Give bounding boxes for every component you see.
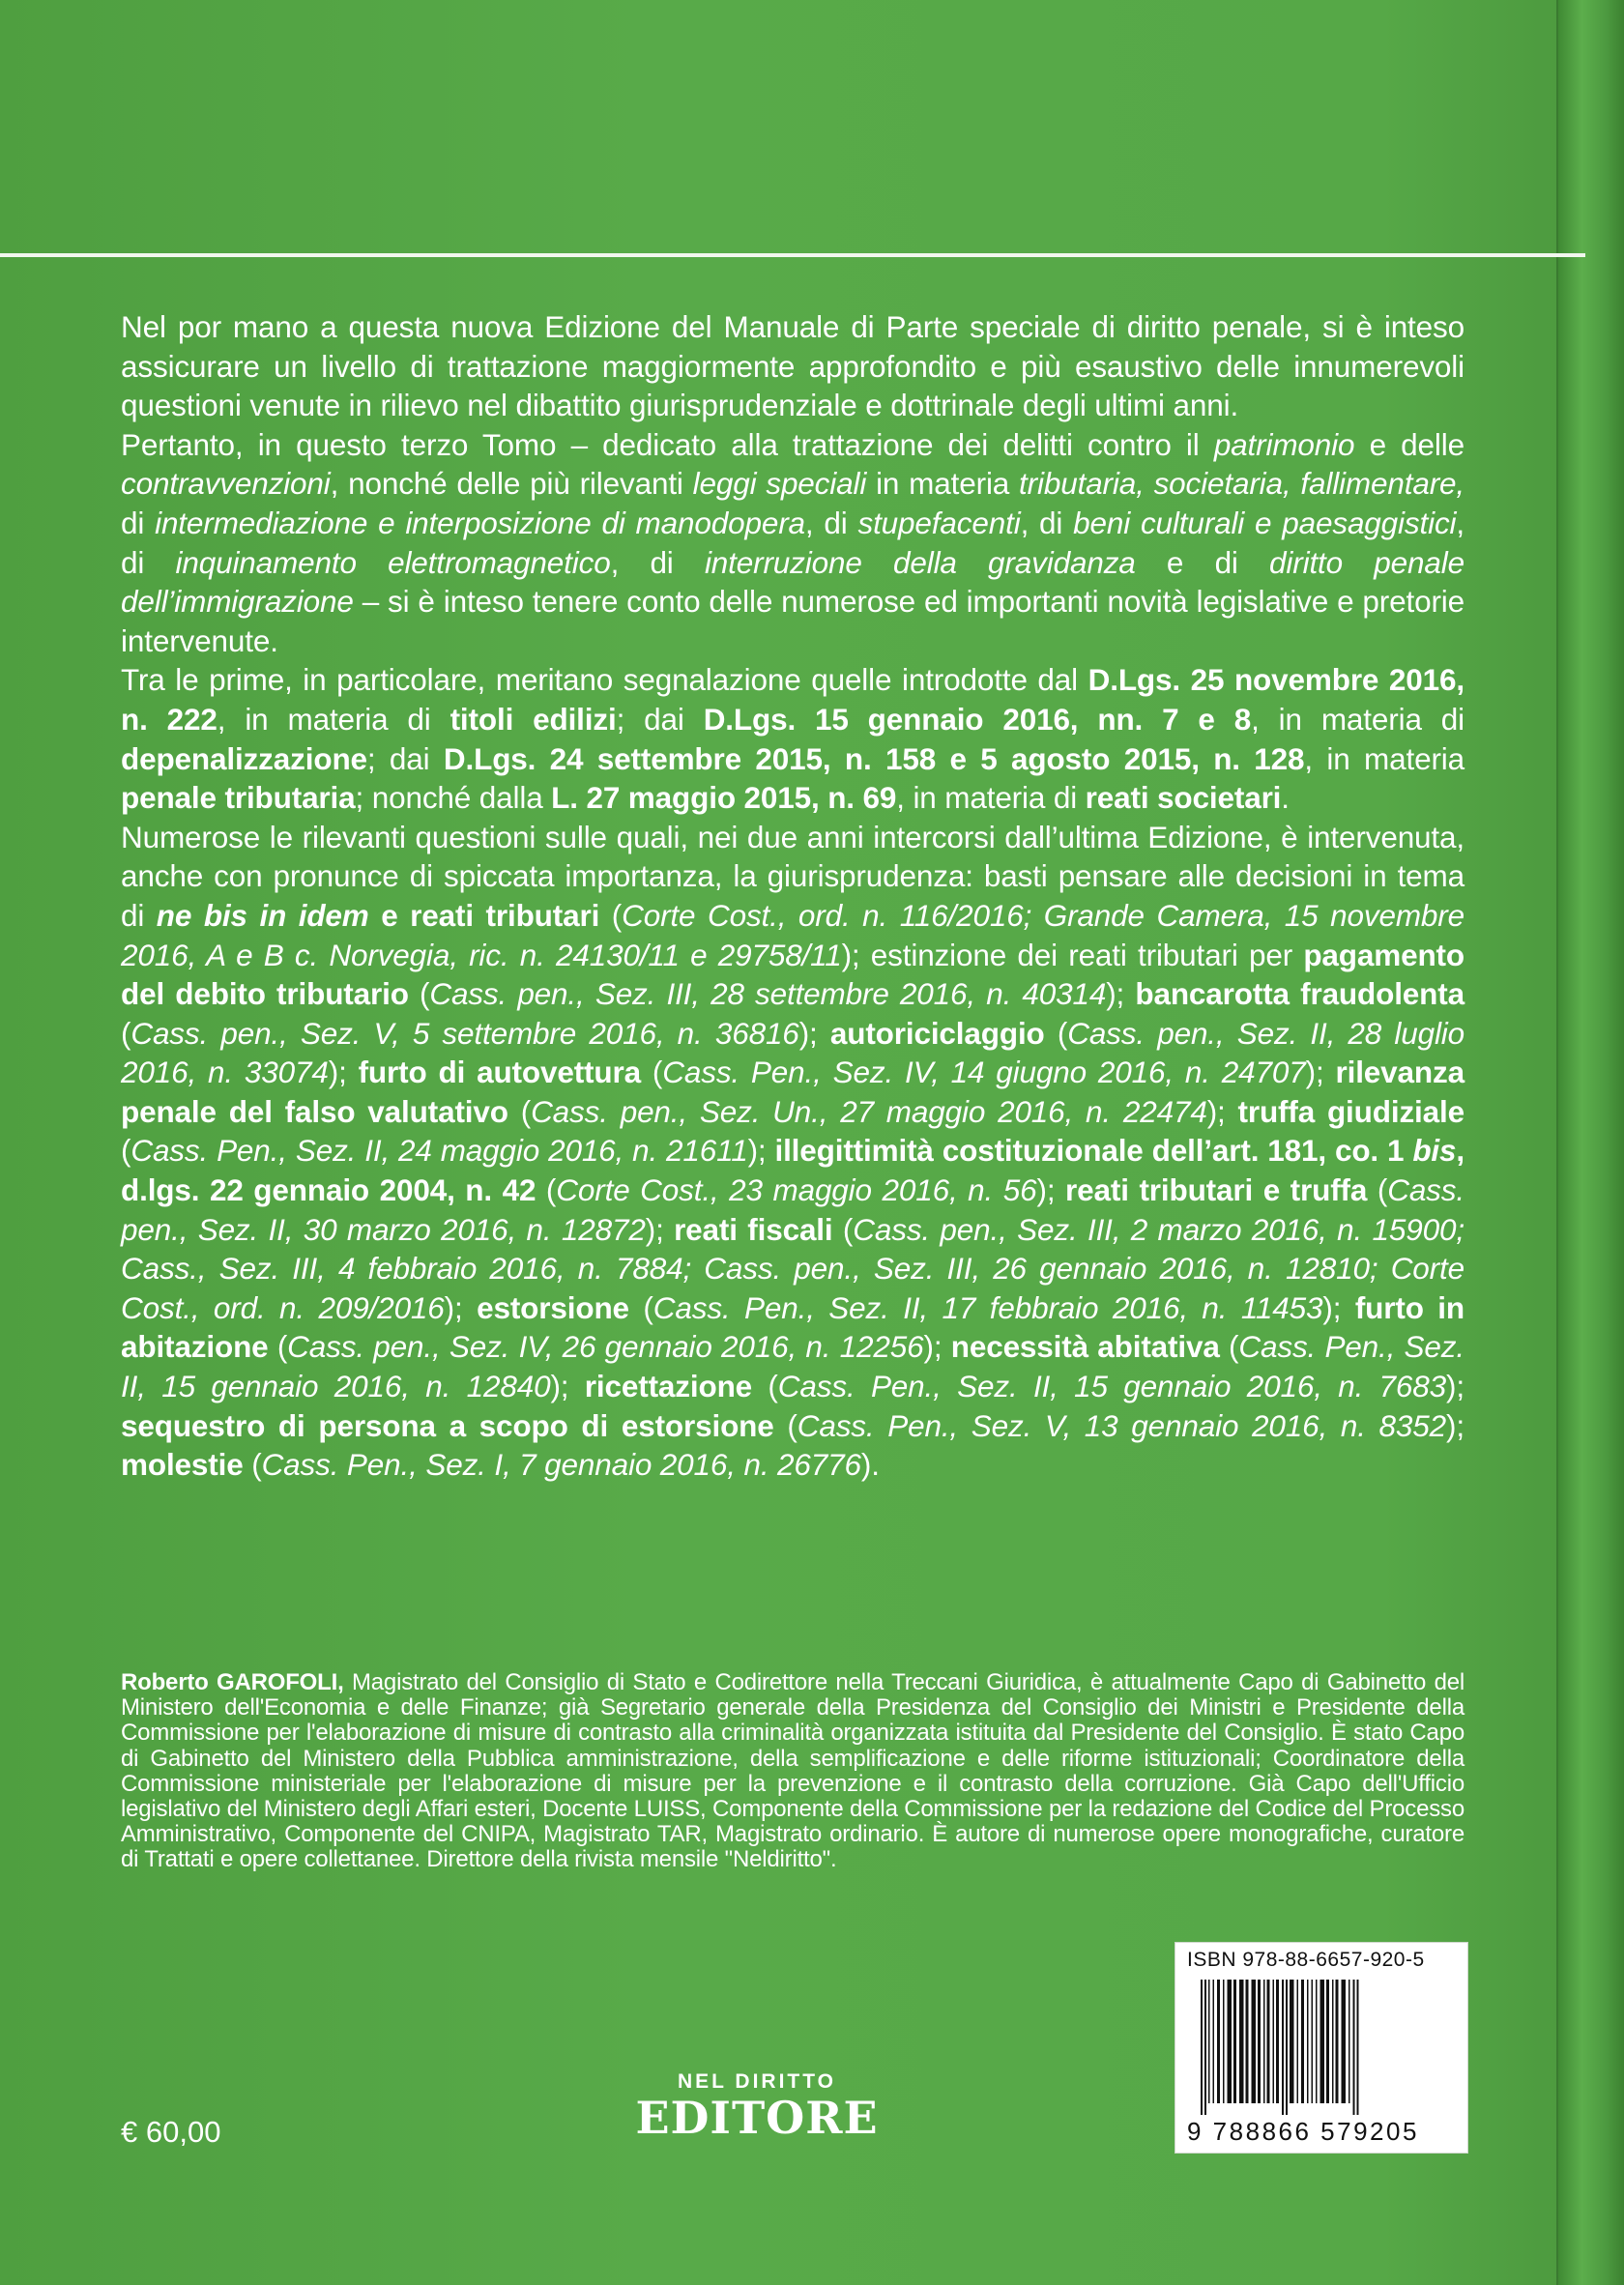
text-run: , di: [610, 544, 705, 580]
barcode-digits: 9 788866 579205: [1187, 2117, 1419, 2146]
text-run: , di: [1020, 505, 1074, 540]
text-run: bis: [1412, 1133, 1457, 1169]
text-run: (: [640, 1055, 663, 1090]
text-run: estorsione: [477, 1289, 629, 1325]
barcode-bar: [1228, 1980, 1232, 2103]
text-run: );: [328, 1055, 359, 1090]
text-run: depenalizzazione: [121, 740, 367, 776]
barcode-bar: [1297, 1980, 1299, 2103]
text-run: pagamento del debito tributario: [121, 937, 1464, 1012]
barcode-bars: [1195, 1980, 1454, 2115]
barcode-bar: [1353, 1980, 1355, 2115]
text-run: – si è inteso tenere conto delle numerose ed importanti novità legislative e pretorie intervenute.: [121, 584, 1464, 658]
text-run: furto in abitazione: [121, 1289, 1464, 1365]
text-run: D.Lgs. 24 settembre 2015, n. 158 e 5 agosto 2015, n. 128: [443, 740, 1305, 776]
barcode-bar: [1316, 1980, 1318, 2103]
text-run: );: [1106, 976, 1136, 1012]
text-run: rilevanza penale del falso valutativo: [121, 1055, 1464, 1129]
text-run: furto di autovettura: [358, 1055, 641, 1090]
text-run: Tra le prime, in particolare, meritano segnalazione quelle introdotte dal: [121, 662, 1088, 698]
isbn-label: ISBN 978-88-6657-920-5: [1187, 1949, 1425, 1971]
text-run: ; dai: [616, 701, 704, 737]
text-run: ; nonché dalla: [355, 780, 552, 816]
text-run: );: [1206, 1093, 1238, 1129]
text-run: L. 27 maggio 2015, n. 69: [551, 780, 897, 816]
book-spine-edge: [1556, 0, 1624, 2285]
text-run: (: [121, 1015, 131, 1051]
text-run: sequestro di persona a scopo di estorsione: [121, 1407, 774, 1443]
text-run: penale tributaria: [121, 780, 356, 816]
text-run: , in materia di: [1251, 701, 1464, 737]
text-run: reati societari: [1085, 780, 1282, 816]
text-run: (: [599, 897, 623, 933]
top-divider-line: [0, 253, 1585, 257]
text-run: bancarotta fraudolenta: [1135, 976, 1464, 1012]
text-run: );: [645, 1211, 675, 1247]
publisher-logo: [626, 2070, 887, 2157]
text-run: , d.lgs. 22 gennaio 2004, n. 42: [121, 1133, 1464, 1208]
barcode-bar: [1332, 1980, 1334, 2103]
text-run: truffa giudiziale: [1237, 1093, 1464, 1129]
text-run: Cass. Pen., Sez. V, 13 gennaio 2016, n. 8352: [797, 1407, 1447, 1443]
barcode-bar: [1263, 1980, 1265, 2103]
barcode-bar: [1201, 1980, 1203, 2115]
text-run: leggi speciali: [692, 466, 867, 502]
text-run: );: [798, 1015, 830, 1051]
text-run: , di: [804, 505, 858, 540]
barcode-bar: [1276, 1980, 1279, 2103]
text-run: necessità abitativa: [950, 1329, 1220, 1365]
text-run: diritto penale dell’immigrazione: [121, 544, 1464, 620]
text-run: (: [536, 1172, 557, 1208]
text-run: ricettazione: [584, 1369, 753, 1404]
text-run: .: [1281, 780, 1290, 816]
text-run: Numerose le rilevanti questioni sulle quali, nei due anni intercorsi dall’ultima Edizione, è intervenuta, anche con pronunce di spiccata importanza, la giurisprudenza: basti pensare alle decisioni in tema di: [121, 819, 1464, 933]
text-run: (: [1044, 1015, 1068, 1051]
text-run: e delle: [1354, 426, 1464, 462]
barcode-bar: [1348, 1980, 1350, 2103]
text-run: beni culturali e paesaggistici: [1073, 505, 1457, 540]
text-run: Cass. pen., Sez. III, 28 settembre 2016, n. 40314: [429, 976, 1107, 1012]
barcode-bar: [1223, 1980, 1225, 2103]
barcode-bar: [1357, 1980, 1359, 2115]
publisher-logo-top: NEL DIRITTO: [677, 2070, 837, 2093]
text-run: contravvenzioni: [121, 466, 331, 502]
text-run: e di: [1135, 544, 1270, 580]
text-run: di: [121, 505, 156, 540]
text-run: Cass. Pen., Sez. I, 7 gennaio 2016, n. 26776: [261, 1447, 861, 1483]
text-run: reati tributari e truffa: [1065, 1172, 1368, 1208]
text-run: Cass. pen., Sez. II, 28 luglio 2016, n. 33074: [121, 1015, 1465, 1090]
barcode-bar: [1336, 1980, 1339, 2103]
text-run: D.Lgs. 15 gennaio 2016, nn. 7 e 8: [703, 701, 1252, 737]
text-run: patrimonio: [1213, 426, 1355, 462]
barcode-bar: [1312, 1980, 1314, 2103]
price-label: € 60,00: [121, 2115, 221, 2149]
text-run: (: [752, 1369, 778, 1404]
author-name: Roberto GAROFOLI,: [121, 1669, 344, 1695]
barcode-bar: [1301, 1980, 1304, 2103]
barcode-bar: [1307, 1980, 1309, 2103]
barcode-bar: [1290, 1980, 1294, 2103]
text-run: intermediazione e interposizione di manodopera: [155, 505, 805, 540]
text-run: );: [747, 1133, 775, 1169]
barcode-bar: [1326, 1980, 1329, 2103]
text-run: D.Lgs. 25 novembre 2016, n. 222: [121, 662, 1464, 737]
text-run: );: [1305, 1055, 1336, 1090]
text-run: );: [1446, 1369, 1464, 1404]
barcode-bar: [1282, 1980, 1284, 2115]
text-run: (: [1367, 1172, 1388, 1208]
text-run: molestie: [121, 1447, 244, 1483]
text-run: );: [1322, 1289, 1355, 1325]
text-run: Corte Cost., 23 maggio 2016, n. 56: [556, 1172, 1037, 1208]
text-run: Cass. Pen., Sez. IV, 14 giugno 2016, n. 24707: [662, 1055, 1306, 1090]
text-run: (: [408, 976, 430, 1012]
text-run: );: [444, 1289, 478, 1325]
text-run: (: [268, 1329, 288, 1365]
barcode-bar: [1342, 1980, 1347, 2103]
text-run: );: [923, 1329, 951, 1365]
text-run: titoli edilizi: [450, 701, 617, 737]
description-text: [121, 307, 1464, 1485]
text-run: (: [773, 1407, 798, 1443]
text-run: (: [121, 1133, 131, 1169]
text-run: Cass. Pen., Sez. II, 15 gennaio 2016, n. 7683: [777, 1369, 1447, 1404]
text-run: , in materia: [1304, 740, 1465, 776]
barcode-bar: [1204, 1980, 1206, 2115]
author-bio: [121, 1670, 1464, 1873]
text-run: Cass. pen., Sez. Un., 27 maggio 2016, n. 22474: [531, 1093, 1207, 1129]
barcode-bar: [1252, 1980, 1257, 2103]
text-run: (: [243, 1447, 262, 1483]
text-run: ); estinzione dei reati tributari per: [841, 937, 1304, 972]
text-run: , in materia di: [217, 701, 450, 737]
barcode-bar: [1233, 1980, 1236, 2103]
text-run: , di: [121, 505, 1465, 580]
text-run: in materia: [866, 466, 1020, 502]
text-run: Pertanto, in questo terzo Tomo – dedicato alla trattazione dei delitti contro il: [121, 426, 1214, 462]
text-run: Corte Cost., ord. n. 116/2016; Grande Camera, 15 novembre 2016, A e B c. Norvegia, ric. n. 24130/11 e 29758/11: [121, 897, 1464, 972]
intro-paragraph-2: [121, 425, 1464, 661]
barcode-bar: [1217, 1980, 1220, 2103]
text-run: interruzione della gravidanza: [704, 544, 1136, 580]
text-run: stupefacenti: [857, 505, 1021, 540]
text-run: tributaria, societaria, fallimentare,: [1019, 466, 1464, 502]
barcode-bar: [1239, 1980, 1244, 2103]
text-run: e reati tributari: [381, 897, 600, 933]
text-run: Cass. pen., Sez. III, 2 marzo 2016, n. 15900; Cass., Sez. III, 4 febbraio 2016, n. 7884; Cass. pen., Sez. III, 26 gennaio 2016, n. 12810; Corte Cost., ord. n. 209/2016: [121, 1211, 1464, 1325]
barcode-bar: [1286, 1980, 1288, 2115]
barcode-bar: [1258, 1980, 1261, 2103]
text-run: inquinamento elettromagnetico: [175, 544, 611, 580]
barcode-bar: [1208, 1980, 1210, 2103]
isbn-barcode: [1174, 1942, 1468, 2154]
text-run: Cass. pen., Sez. II, 30 marzo 2016, n. 12872: [121, 1172, 1464, 1247]
text-run: (: [1219, 1329, 1239, 1365]
text-run: Cass. Pen., Sez. II, 15 gennaio 2016, n. 12840: [121, 1329, 1464, 1404]
intro-paragraph-1: Nel por mano a questa nuova Edizione del Manuale di Parte speciale di diritto penale, si è inteso assicurare un livello di trattazione maggiormente approfondito e più esaustivo delle innumerevoli questioni venute in rilievo nel dibattito giurisprudenziale e dottrinale degli ultimi anni.: [121, 309, 1464, 423]
text-run: illegittimità costituzionale dell’art. 181, co. 1: [774, 1133, 1413, 1169]
text-run: reati fiscali: [674, 1211, 833, 1247]
text-run: (: [508, 1093, 532, 1129]
text-run: , nonché delle più rilevanti: [330, 466, 693, 502]
text-run: autoriciclaggio: [829, 1015, 1045, 1051]
barcode-bar: [1273, 1980, 1275, 2103]
text-run: );: [550, 1369, 585, 1404]
text-run: );: [1036, 1172, 1066, 1208]
author-bio-text: Magistrato del Consiglio di Stato e Codirettore nella Treccani Giuridica, è attualmente Capo di Gabinetto del Ministero dell'Economia e delle Finanze; già Segretario generale della Presidenza del Consiglio dei Ministri e Presidente della Commissione per l'elaborazione di misure di contrasto alla criminalità organizzata istituita dal Presidente del Consiglio. È stato Capo di Gabinetto del Ministero della Pubblica amministrazione, della semplificazione e delle riforme istituzionali; Coordinatore della Commissione ministeriale per l'elaborazione di misure per la prevenzione e il contrasto della corruzione. Già Capo dell'Ufficio legislativo del Ministero degli Affari esteri, Docente LUISS, Componente della Commissione per la redazione del Codice del Processo Amministrativo, Componente del CNIPA, Magistrato TAR, Magistrato ordinario. È autore di numerose opere monografiche, curatore di Trattati e opere collettanee. Direttore della rivista mensile "Neldiritto".: [121, 1669, 1464, 1873]
intro-paragraph-3: [121, 660, 1464, 817]
text-run: [369, 898, 382, 933]
barcode-bar: [1213, 1980, 1215, 2103]
text-run: ).: [860, 1447, 880, 1483]
intro-paragraph-4: [121, 818, 1464, 1485]
text-run: (: [628, 1289, 653, 1325]
barcode-bar: [1320, 1980, 1325, 2103]
text-run: Cass. pen., Sez. IV, 26 gennaio 2016, n. 12256: [287, 1329, 924, 1365]
text-run: );: [1446, 1407, 1464, 1443]
barcode-bar: [1246, 1980, 1249, 2103]
barcode-bar: [1267, 1980, 1270, 2103]
text-run: Cass. Pen., Sez. II, 24 maggio 2016, n. 21611: [130, 1133, 748, 1169]
text-run: ; dai: [366, 740, 444, 776]
text-run: ne bis in idem: [156, 897, 369, 933]
text-run: (: [832, 1211, 854, 1247]
text-run: Cass. pen., Sez. V, 5 settembre 2016, n. 36816: [130, 1015, 799, 1051]
publisher-logo-bottom: EDITORE: [635, 2092, 879, 2144]
text-run: Cass. Pen., Sez. II, 17 febbraio 2016, n. 11453: [652, 1289, 1323, 1325]
text-run: , in materia di: [896, 780, 1086, 816]
